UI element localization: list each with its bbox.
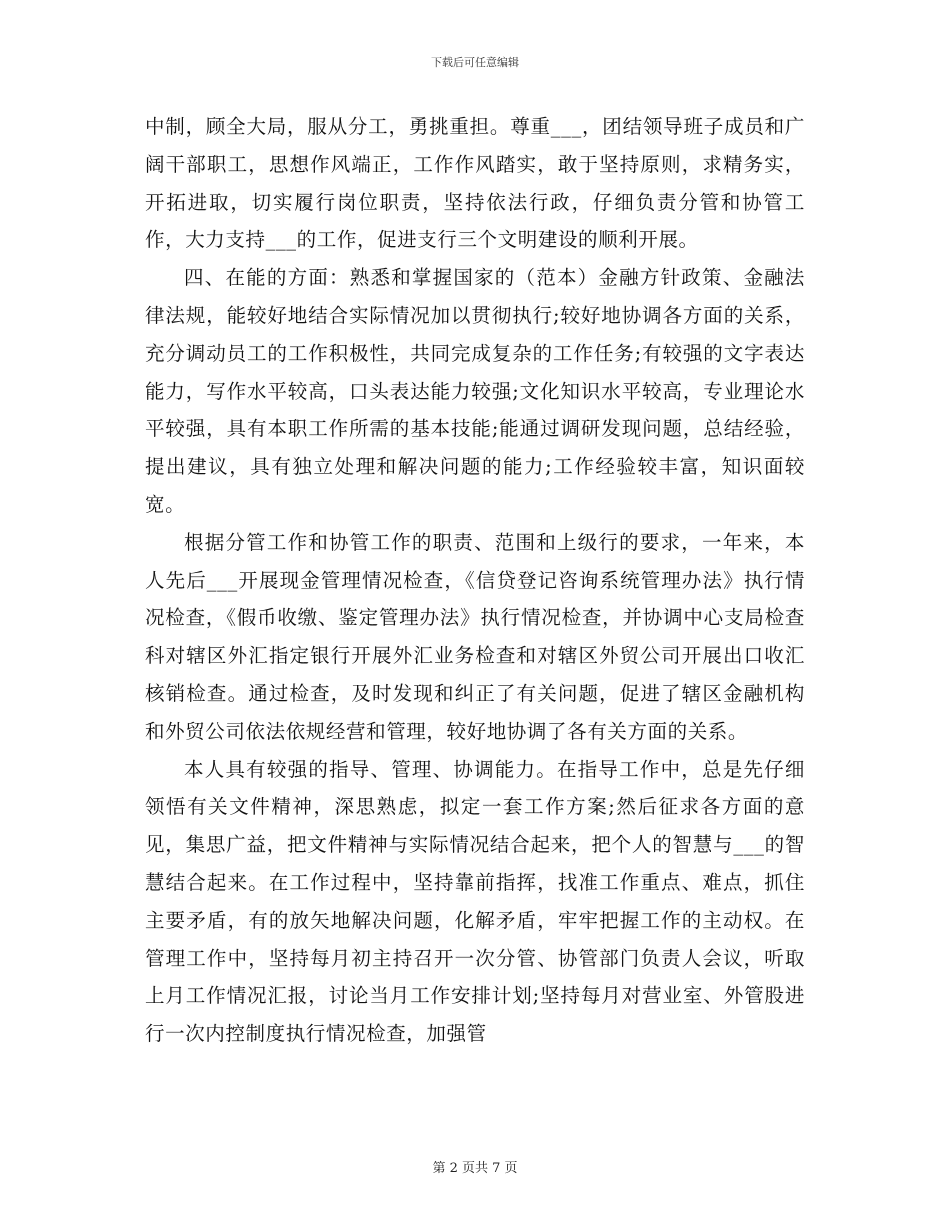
paragraph-inspections: 根据分管工作和协管工作的职责、范围和上级行的要求，一年来，本人先后___开展现金管理情况检查，《信贷登记咨询系统管理办法》执行情况检查，《假币收缴、鉴定管理办法》执行情况检查，并协调中心支局检查科对辖区外汇指定银行开展外汇业务检查和对辖区外贸公司开展出口收汇核销检查。通过检查，及时发现和纠正了有关问题，促进了辖区金融机构和外贸公司依法依规经营和管理，较好地协调了各有关方面的关系。	[145, 530, 805, 743]
page-header: 下载后可任意编辑	[431, 56, 519, 69]
paragraph-ability: 四、在能的方面：熟悉和掌握国家的（范本）金融方针政策、金融法律法规，能较好地结合实际情况加以贯彻执行;较好地协调各方面的关系，充分调动员工的工作积极性，共同完成复杂的工作任务;有较强的文字表达能力，写作水平较高，口头表达能力较强;文化知识水平较高，专业理论水平较强，具有本职工作所需的基本技能;能通过调研发现问题，总结经验，提出建议，具有独立处理和解决问题的能力;工作经验较丰富，知识面较宽。	[145, 266, 805, 516]
paragraph-management: 本人具有较强的指导、管理、协调能力。在指导工作中，总是先仔细领悟有关文件精神，深思熟虑，拟定一套工作方案;然后征求各方面的意见，集思广益，把文件精神与实际情况结合起来，把个人的智慧与___的智慧结合起来。在工作过程中，坚持靠前指挥，找准工作重点、难点，抓住主要矛盾，有的放矢地解决问题，化解矛盾，牢牢把握工作的主动权。在管理工作中，坚持每月初主持召开一次分管、协管部门负责人会议，听取上月工作情况汇报，讨论当月工作安排计划;坚持每月对营业室、外管股进行一次内控制度执行情况检查，加强管	[145, 757, 805, 1046]
page-number: 第 2 页共 7 页	[432, 1161, 518, 1176]
paragraph-continued: 中制，顾全大局，服从分工，勇挑重担。尊重___，团结领导班子成员和广阔干部职工，思想作风端正，工作作风踏实，敢于坚持原则，求精务实，开拓进取，切实履行岗位职责，坚持依法行政，仔细负责分管和协管工作，大力支持___的工作，促进支行三个文明建设的顺利开展。	[145, 115, 805, 252]
document-body	[145, 108, 805, 1053]
